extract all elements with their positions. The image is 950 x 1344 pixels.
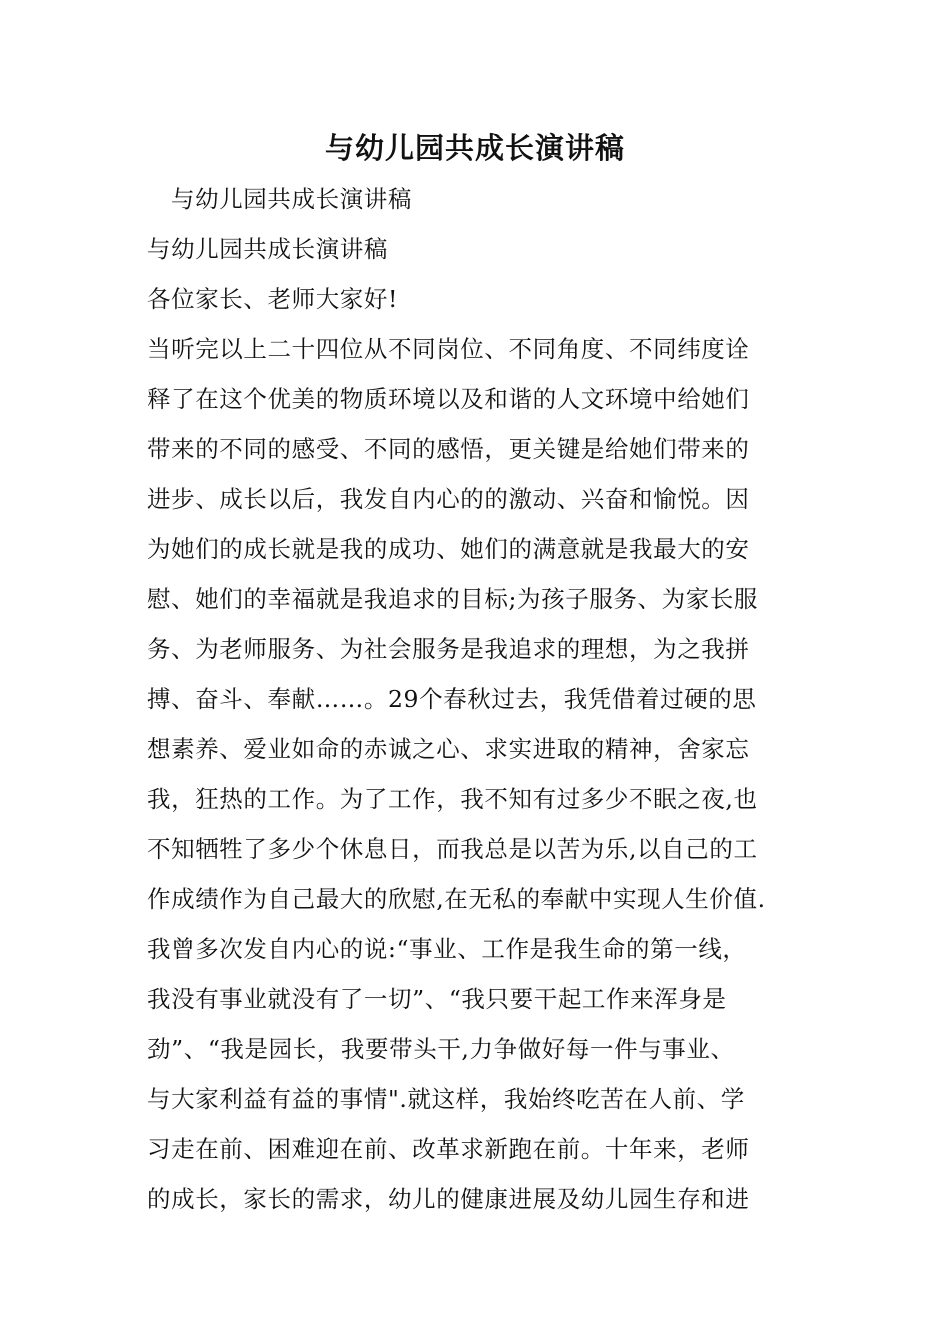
text-line-12: 想素养、爱业如命的赤诚之心、求实进取的精神，舍家忘 (147, 735, 750, 763)
text-line-9: 慰、她们的幸福就是我追求的目标;为孩子服务、为家长服 (147, 585, 759, 613)
text-line-5: 释了在这个优美的物质环境以及和谐的人文环境中给她们 (147, 385, 750, 413)
text-line-18: 劲”、“我是园长，我要带头干,力争做好每一件与事业、 (147, 1035, 735, 1063)
text-line-10: 务、为老师服务、为社会服务是我追求的理想，为之我拼 (147, 635, 750, 663)
text-line-17: 我没有事业就没有了一切”、“我只要干起工作来浑身是 (147, 985, 727, 1013)
text-line-8: 为她们的成长就是我的成功、她们的满意就是我最大的安 (147, 535, 750, 563)
text-line-20: 习走在前、困难迎在前、改革求新跑在前。十年来，老师 (147, 1135, 750, 1163)
text-line-21: 的成长，家长的需求，幼儿的健康进展及幼儿园生存和进 (147, 1185, 750, 1213)
text-line-19: 与大家利益有益的事情".就这样，我始终吃苦在人前、学 (147, 1085, 745, 1113)
text-line-4: 当听完以上二十四位从不同岗位、不同角度、不同纬度诠 (147, 335, 750, 363)
document-title: 与幼儿园共成长演讲稿 (324, 131, 625, 165)
text-line-1: 与幼儿园共成长演讲稿 (171, 185, 412, 213)
text-line-15: 作成绩作为自己最大的欣慰,在无私的奉献中实现人生价值. (147, 885, 766, 913)
text-line-6: 带来的不同的感受、不同的感悟，更关键是给她们带来的 (147, 435, 750, 463)
text-line-13: 我，狂热的工作。为了工作，我不知有过多少不眠之夜,也 (147, 785, 758, 813)
text-line-14: 不知牺牲了多少个休息日，而我总是以苦为乐,以自己的工 (147, 835, 758, 863)
text-line-2: 与幼儿园共成长演讲稿 (147, 235, 388, 263)
text-line-16: 我曾多次发自内心的说:“事业、工作是我生命的第一线， (147, 935, 747, 963)
text-line-7: 进步、成长以后，我发自内心的的激动、兴奋和愉悦。因 (147, 485, 750, 513)
text-line-3: 各位家长、老师大家好! (147, 285, 399, 313)
text-line-11: 搏、奋斗、奉献……。29个春秋过去，我凭借着过硬的思 (147, 685, 757, 713)
